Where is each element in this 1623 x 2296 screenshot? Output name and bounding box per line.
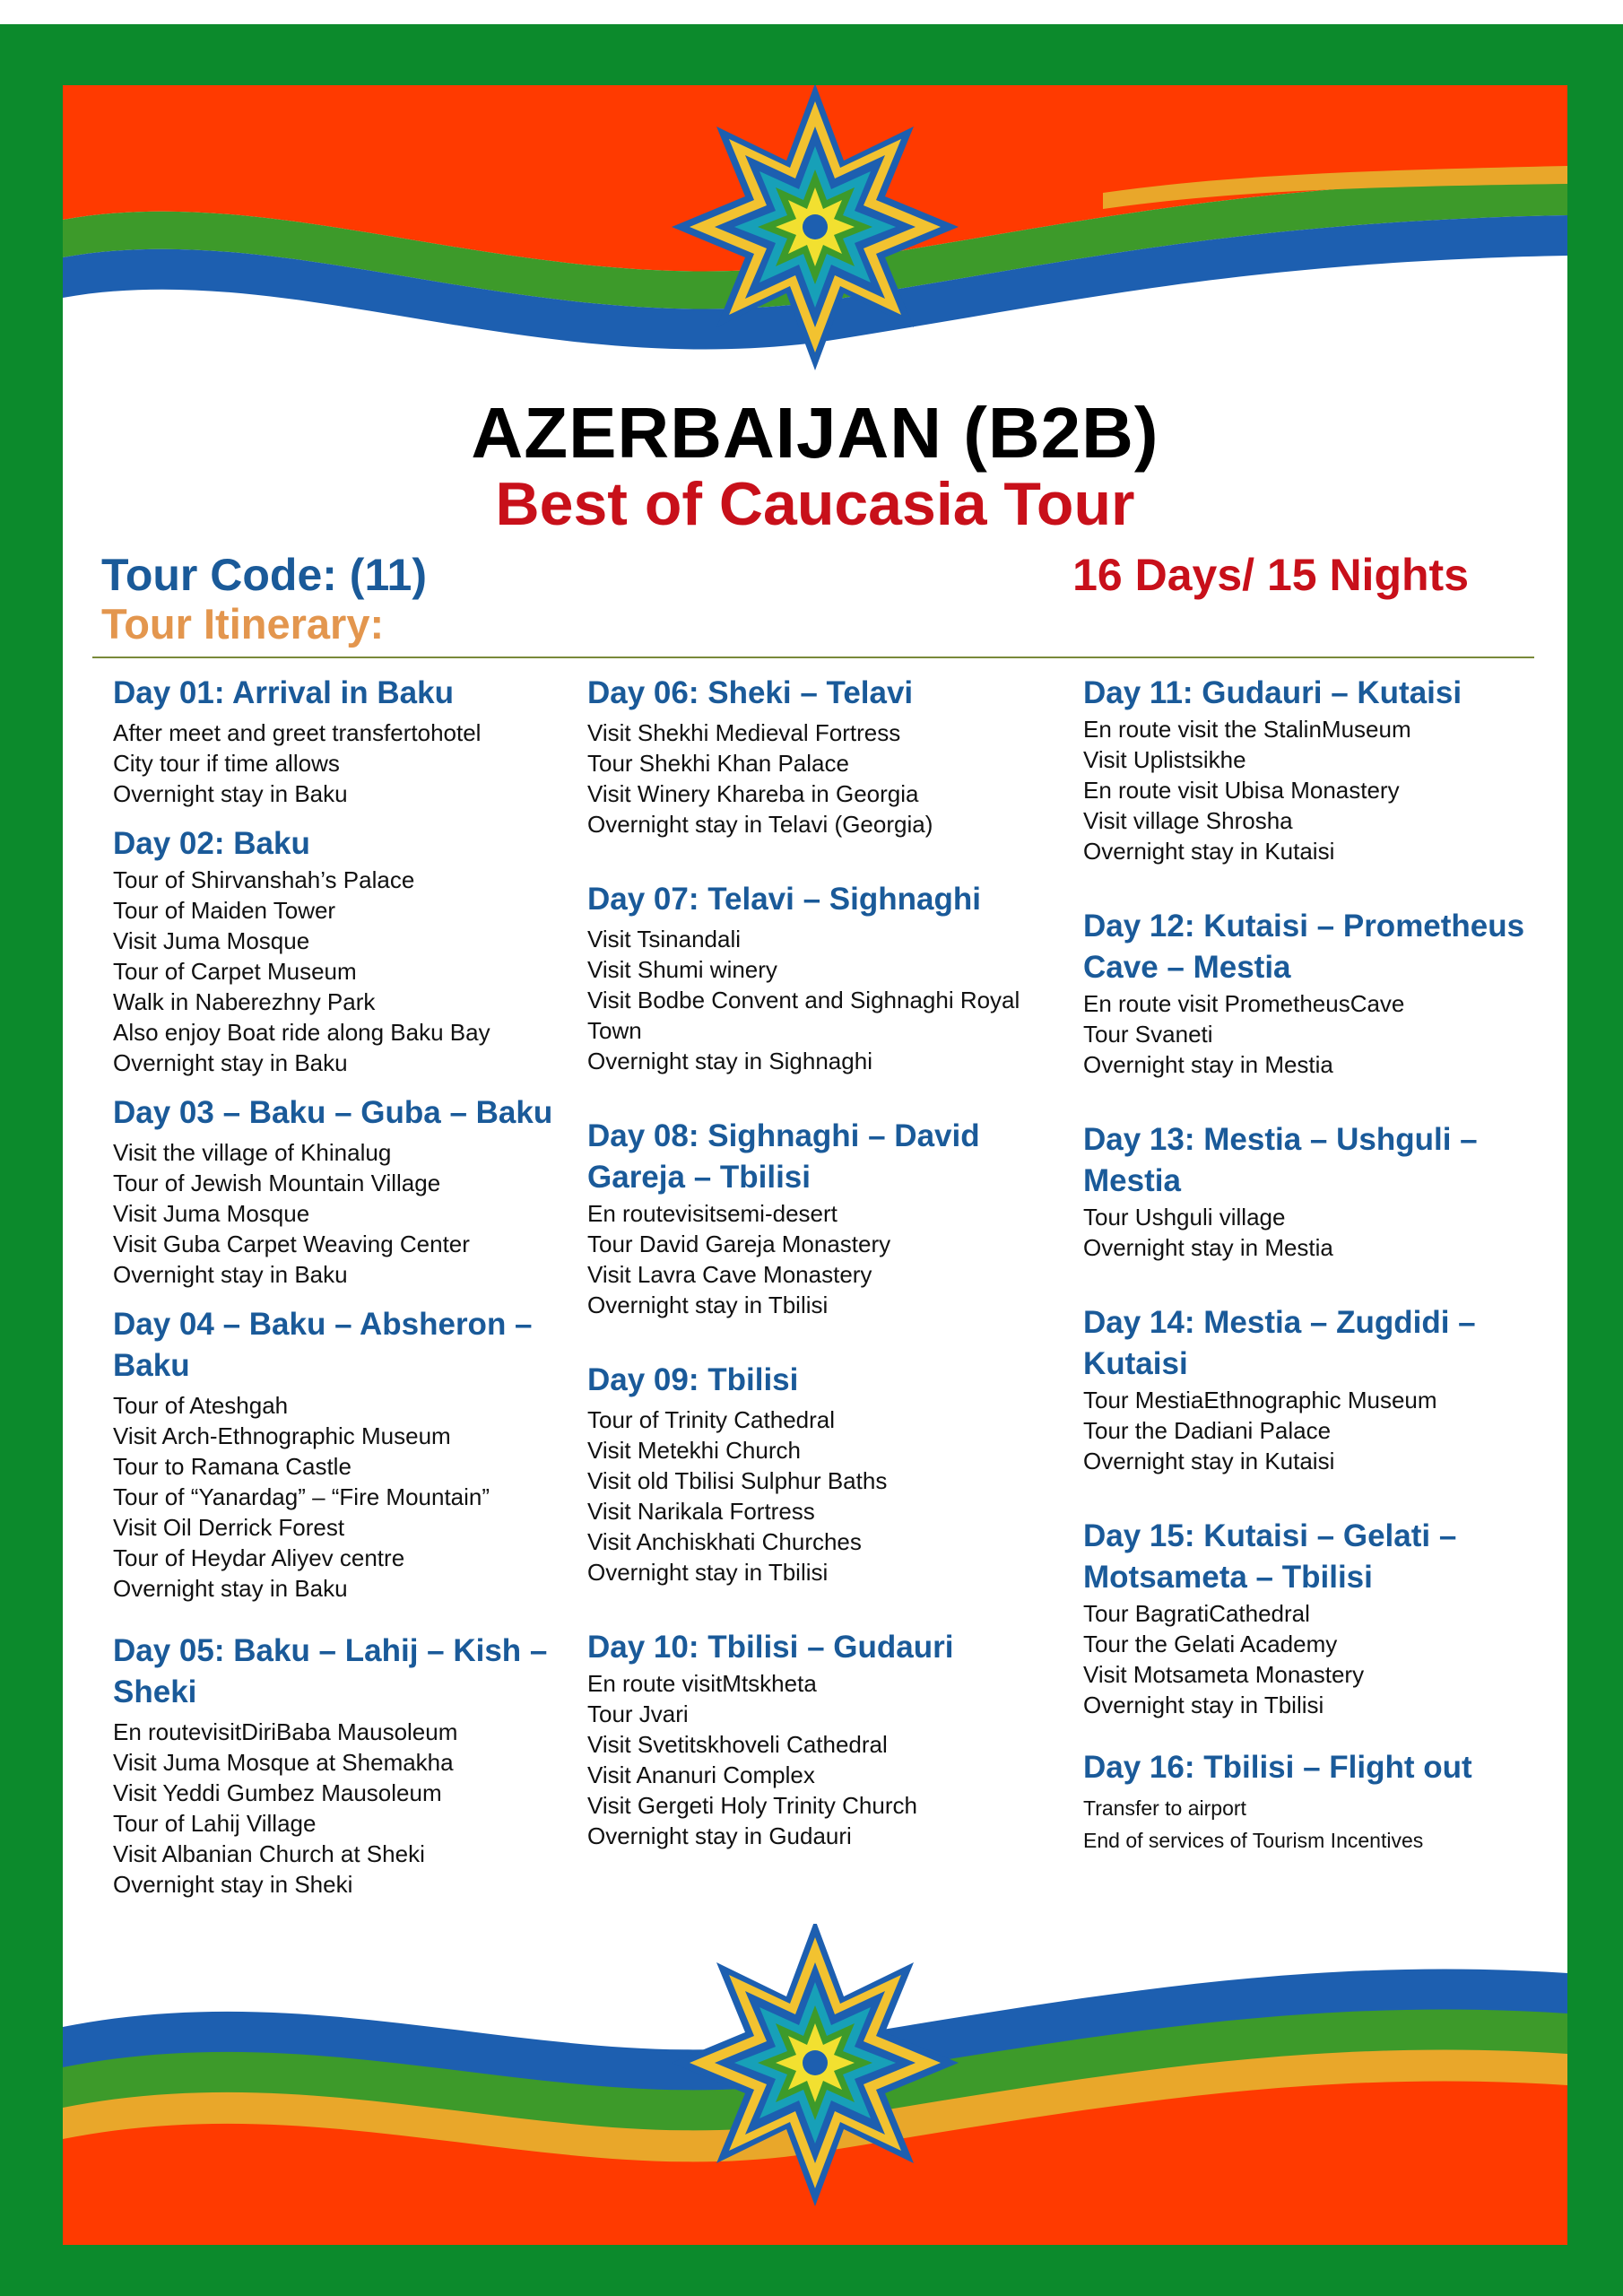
day-title: Day 13: Mestia – Ushguli – Mestia <box>1083 1122 1478 1198</box>
divider <box>92 657 1534 658</box>
day-activity: Tour of Jewish Mountain Village <box>113 1170 441 1196</box>
day-activity: Tour of “Yanardag” – “Fire Mountain” <box>113 1483 490 1510</box>
day-block <box>1083 906 1554 1080</box>
day-activity: Visit Motsameta Monastery <box>1083 1661 1365 1688</box>
day-activity: Visit Shumi winery <box>587 956 777 983</box>
day-activity: Overnight stay in Baku <box>113 1049 348 1076</box>
day-block <box>587 1627 1072 1851</box>
day-activity: Visit Yeddi Gumbez Mausoleum <box>113 1779 442 1806</box>
day-activity: Visit Juma Mosque at Shemakha <box>113 1749 454 1776</box>
day-activity: Visit Anchiskhati Churches <box>587 1528 862 1555</box>
day-activity: Visit Guba Carpet Weaving Center <box>113 1231 470 1257</box>
day-activity: Overnight stay in Mestia <box>1083 1234 1333 1261</box>
day-activity: Tour of Lahij Village <box>113 1810 317 1837</box>
day-activity: Visit Shekhi Medieval Fortress <box>587 719 901 746</box>
day-block <box>113 1631 561 1900</box>
day-activity: Tour to Ramana Castle <box>113 1453 352 1480</box>
day-activity: Visit Metekhi Church <box>587 1437 801 1464</box>
brochure-content <box>63 85 1567 2245</box>
day-block <box>113 673 561 809</box>
day-activity: Also enjoy Boat ride along Baku Bay <box>113 1019 490 1046</box>
day-block <box>587 1360 1072 1587</box>
page-title: AZERBAIJAN (B2B) <box>471 393 1159 473</box>
day-activity: Overnight stay in Sighnaghi <box>587 1048 872 1074</box>
day-activity: Visit village Shrosha <box>1083 807 1293 834</box>
day-activity: Tour the Gelati Academy <box>1083 1631 1338 1657</box>
itinerary-column-1 <box>113 673 561 1900</box>
day-title: Day 11: Gudauri – Kutaisi <box>1083 675 1462 710</box>
day-activity: Walk in Naberezhny Park <box>113 988 376 1015</box>
day-activity: Tour of Trinity Cathedral <box>587 1406 836 1433</box>
day-activity: Visit Arch-Ethnographic Museum <box>113 1422 451 1449</box>
day-block <box>113 1304 561 1604</box>
day-activity: After meet and greet transfertohotel <box>113 719 482 746</box>
day-activity: En route visit PrometheusCave <box>1083 990 1405 1017</box>
day-activity: End of services of Tourism Incentives <box>1083 1829 1424 1852</box>
day-title: Day 15: Kutaisi – Gelati – Motsameta – Tbilisi <box>1083 1518 1457 1595</box>
day-activity: Overnight stay in Gudauri <box>587 1822 852 1849</box>
day-activity: Visit Tsinandali <box>587 926 742 952</box>
day-title: Day 05: Baku – Lahij – Kish – Sheki <box>113 1633 548 1709</box>
day-activity: Overnight stay in Tbilisi <box>587 1559 829 1586</box>
day-title: Day 14: Mestia – Zugdidi – Kutaisi <box>1083 1305 1476 1381</box>
day-activity: Overnight stay in Mestia <box>1083 1051 1333 1078</box>
day-activity: Tour MestiaEthnographic Museum <box>1083 1387 1437 1413</box>
day-activity: En routevisitsemi-desert <box>587 1200 838 1227</box>
day-title: Day 10: Tbilisi – Gudauri <box>587 1630 954 1665</box>
day-activity: City tour if time allows <box>113 750 340 777</box>
day-activity: Transfer to airport <box>1083 1796 1246 1820</box>
day-activity: En routevisitDiriBaba Mausoleum <box>113 1718 458 1745</box>
day-activity: Tour David Gareja Monastery <box>587 1231 891 1257</box>
day-title: Day 01: Arrival in Baku <box>113 675 454 710</box>
bottom-flag-banner <box>63 1924 1567 2245</box>
day-block <box>587 879 1072 1076</box>
day-activity: Overnight stay in Tbilisi <box>587 1292 829 1318</box>
day-activity: Tour the Dadiani Palace <box>1083 1417 1332 1444</box>
day-activity: Tour of Heydar Aliyev centre <box>113 1544 405 1571</box>
day-activity: Visit Ananuri Complex <box>587 1761 815 1788</box>
day-title: Day 09: Tbilisi <box>587 1362 799 1397</box>
day-activity: Tour Ushguli village <box>1083 1204 1286 1231</box>
day-block <box>1083 673 1554 866</box>
day-block <box>1083 1516 1554 1720</box>
day-activity: Tour of Maiden Tower <box>113 897 336 924</box>
day-activity: Tour BagratiCathedral <box>1083 1600 1310 1627</box>
azerbaijan-flag-wave-bottom-icon <box>63 1924 1567 2245</box>
day-activity: Overnight stay in Baku <box>113 780 348 807</box>
tour-itinerary-label: Tour Itinerary: <box>101 600 385 648</box>
day-block <box>113 823 561 1078</box>
day-activity: Visit Juma Mosque <box>113 927 310 954</box>
day-block <box>113 1092 561 1290</box>
day-activity: En route visit Ubisa Monastery <box>1083 777 1400 804</box>
itinerary-column-3 <box>1083 673 1554 1857</box>
day-activity: Tour Jvari <box>587 1700 689 1727</box>
day-activity: En route visitMtskheta <box>587 1670 817 1697</box>
day-activity: Overnight stay in Kutaisi <box>1083 838 1335 865</box>
day-activity: Visit Albanian Church at Sheki <box>113 1840 425 1867</box>
day-activity: Visit the village of Khinalug <box>113 1139 392 1166</box>
day-activity: Overnight stay in Kutaisi <box>1083 1448 1335 1474</box>
day-block <box>1083 1302 1554 1476</box>
day-activity: Overnight stay in Telavi (Georgia) <box>587 811 933 838</box>
day-title: Day 16: Tbilisi – Flight out <box>1083 1750 1472 1785</box>
day-activity: Visit Bodbe Convent and Sighnaghi Royal Town <box>587 987 1020 1044</box>
day-activity: Tour of Ateshgah <box>113 1392 289 1419</box>
day-activity: Visit Narikala Fortress <box>587 1498 815 1525</box>
day-title: Day 02: Baku <box>113 826 310 861</box>
day-activity: Visit Juma Mosque <box>113 1200 310 1227</box>
tour-duration: 16 Days/ 15 Nights <box>1072 550 1469 600</box>
day-block <box>1083 1119 1554 1263</box>
day-activity: Visit Winery Khareba in Georgia <box>587 780 919 807</box>
itinerary-column-2 <box>587 673 1072 1851</box>
day-block <box>1083 1747 1554 1857</box>
day-activity: Visit Gergeti Holy Trinity Church <box>587 1792 917 1819</box>
day-title: Day 08: Sighnaghi – David Gareja – Tbilisi <box>587 1118 980 1195</box>
tour-subtitle: Best of Caucasia Tour <box>495 470 1135 538</box>
day-title: Day 12: Kutaisi – Prometheus Cave – Mestia <box>1083 909 1525 985</box>
day-activity: Tour Svaneti <box>1083 1021 1213 1048</box>
day-title: Day 06: Sheki – Telavi <box>587 675 914 710</box>
day-activity: Visit Lavra Cave Monastery <box>587 1261 872 1288</box>
day-activity: Visit Uplistsikhe <box>1083 746 1246 773</box>
day-activity: En route visit the StalinMuseum <box>1083 716 1411 743</box>
day-activity: Overnight stay in Baku <box>113 1575 348 1602</box>
top-flag-banner <box>63 85 1567 381</box>
day-activity: Visit Oil Derrick Forest <box>113 1514 345 1541</box>
day-activity: Tour of Carpet Museum <box>113 958 357 985</box>
day-activity: Visit old Tbilisi Sulphur Baths <box>587 1467 888 1494</box>
day-title: Day 03 – Baku – Guba – Baku <box>113 1095 553 1130</box>
day-title: Day 07: Telavi – Sighnaghi <box>587 882 981 917</box>
day-block <box>587 673 1072 839</box>
azerbaijan-flag-wave-top-icon <box>63 85 1567 381</box>
day-activity: Visit Svetitskhoveli Cathedral <box>587 1731 888 1758</box>
tour-code: Tour Code: (11) <box>101 550 427 600</box>
day-title: Day 04 – Baku – Absheron – Baku <box>113 1307 533 1383</box>
day-activity: Overnight stay in Baku <box>113 1261 348 1288</box>
day-block <box>587 1116 1072 1320</box>
day-activity: Tour of Shirvanshah’s Palace <box>113 866 415 893</box>
day-activity: Overnight stay in Sheki <box>113 1871 353 1898</box>
day-activity: Tour Shekhi Khan Palace <box>587 750 849 777</box>
day-activity: Overnight stay in Tbilisi <box>1083 1692 1324 1718</box>
